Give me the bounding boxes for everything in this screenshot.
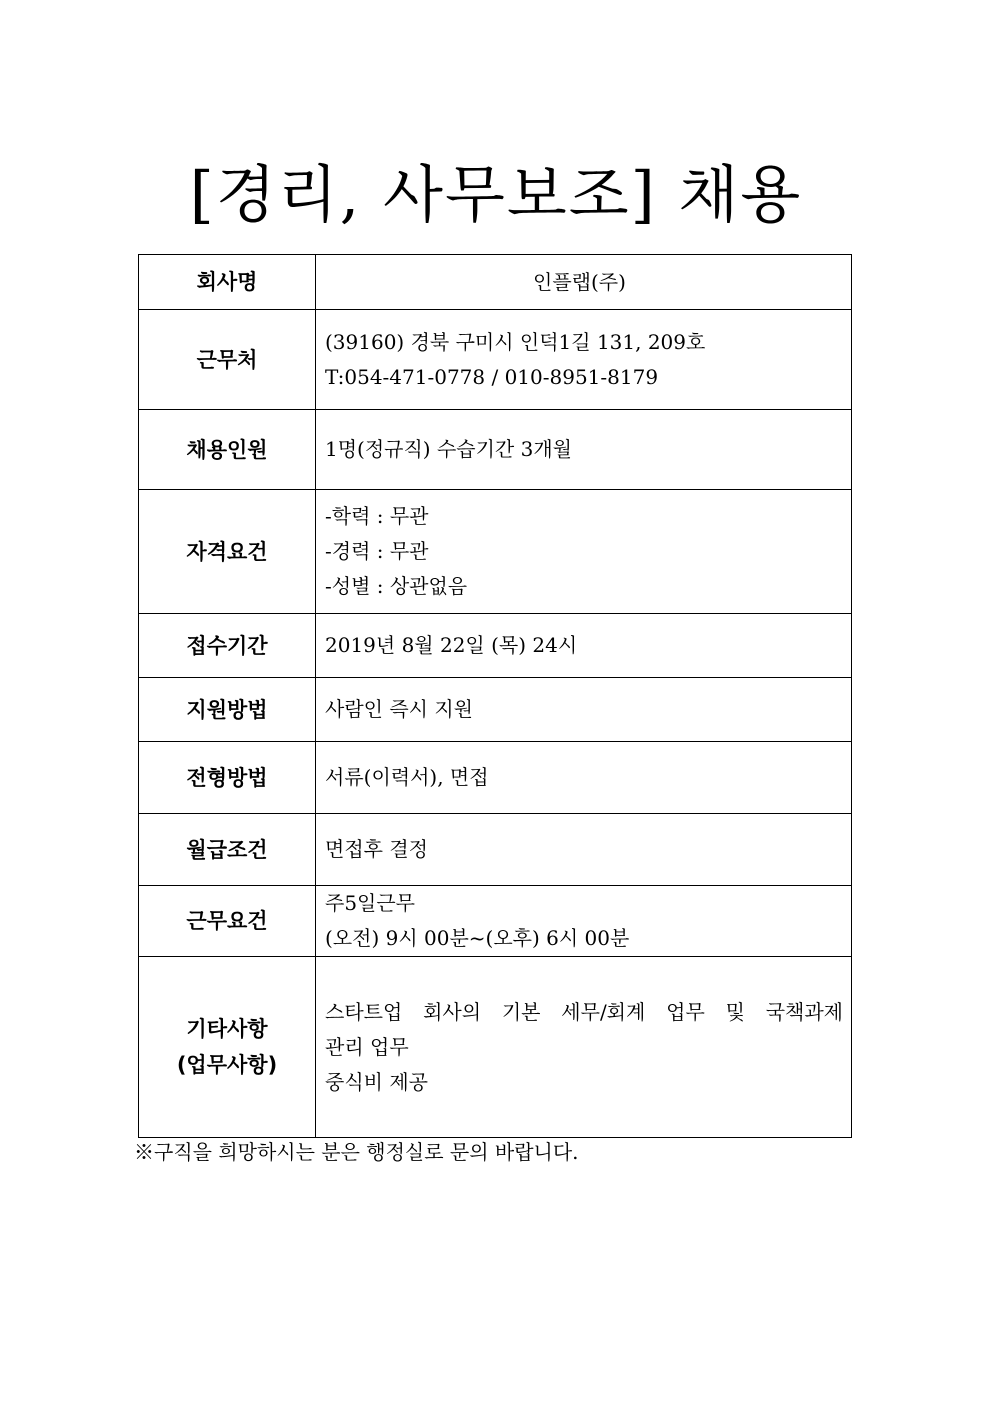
value-salary: 면접후 결정 <box>316 814 852 886</box>
work-condition-item: (오전) 9시 00분~(오후) 6시 00분 <box>325 926 630 950</box>
table-row-work-conditions <box>139 886 852 957</box>
table-row-deadline <box>139 614 852 678</box>
page-title: [경리, 사무보조] 채용 <box>189 158 803 231</box>
qualification-item: -학력 : 무관 <box>325 504 429 528</box>
etc-item: 중식비 제공 <box>325 1069 428 1094</box>
label-deadline: 접수기간 <box>139 614 316 678</box>
table-row-etc <box>139 957 852 1138</box>
value-workplace <box>316 310 852 410</box>
table-row-apply-method <box>139 678 852 742</box>
table-row-qualifications <box>139 490 852 614</box>
label-salary: 월급조건 <box>139 814 316 886</box>
value-work-conditions <box>316 886 852 957</box>
recruitment-info-table <box>138 254 852 1138</box>
table-row-headcount <box>139 410 852 490</box>
value-selection: 서류(이력서), 면접 <box>316 742 852 814</box>
label-company: 회사명 <box>139 255 316 310</box>
footnote: ※구직을 희망하시는 분은 행정실로 문의 바랍니다. <box>134 1140 579 1164</box>
value-headcount: 1명(정규직) 수습기간 3개월 <box>316 410 852 490</box>
work-condition-item: 주5일근무 <box>325 891 416 915</box>
table-row-company <box>139 255 852 310</box>
label-selection: 전형방법 <box>139 742 316 814</box>
label-work-conditions: 근무요건 <box>139 886 316 957</box>
label-etc-line1: 기타사항 <box>186 1017 268 1041</box>
qualification-item: -경력 : 무관 <box>325 539 429 563</box>
label-apply-method: 지원방법 <box>139 678 316 742</box>
table-row-selection <box>139 742 852 814</box>
qualification-item: -성별 : 상관없음 <box>325 574 468 598</box>
value-company: 인플랩(주) <box>316 255 852 310</box>
workplace-phone: T:054-471-0778 / 010-8951-8179 <box>325 364 659 389</box>
table-row-salary <box>139 814 852 886</box>
label-etc-line2: (업무사항) <box>176 1053 278 1077</box>
workplace-address: (39160) 경북 구미시 인덕1길 131, 209호 <box>325 329 706 354</box>
table-row-workplace <box>139 310 852 410</box>
label-etc <box>139 957 316 1138</box>
etc-item: 관리 업무 <box>325 1034 409 1059</box>
value-deadline: 2019년 8월 22일 (목) 24시 <box>316 614 852 678</box>
label-workplace: 근무처 <box>139 310 316 410</box>
value-apply-method: 사람인 즉시 지원 <box>316 678 852 742</box>
label-qualifications: 자격요건 <box>139 490 316 614</box>
label-headcount: 채용인원 <box>139 410 316 490</box>
value-qualifications <box>316 490 852 614</box>
value-etc <box>316 957 852 1138</box>
etc-item: 스타트업 회사의 기본 세무/회계 업무 및 국책과제 <box>325 999 843 1024</box>
